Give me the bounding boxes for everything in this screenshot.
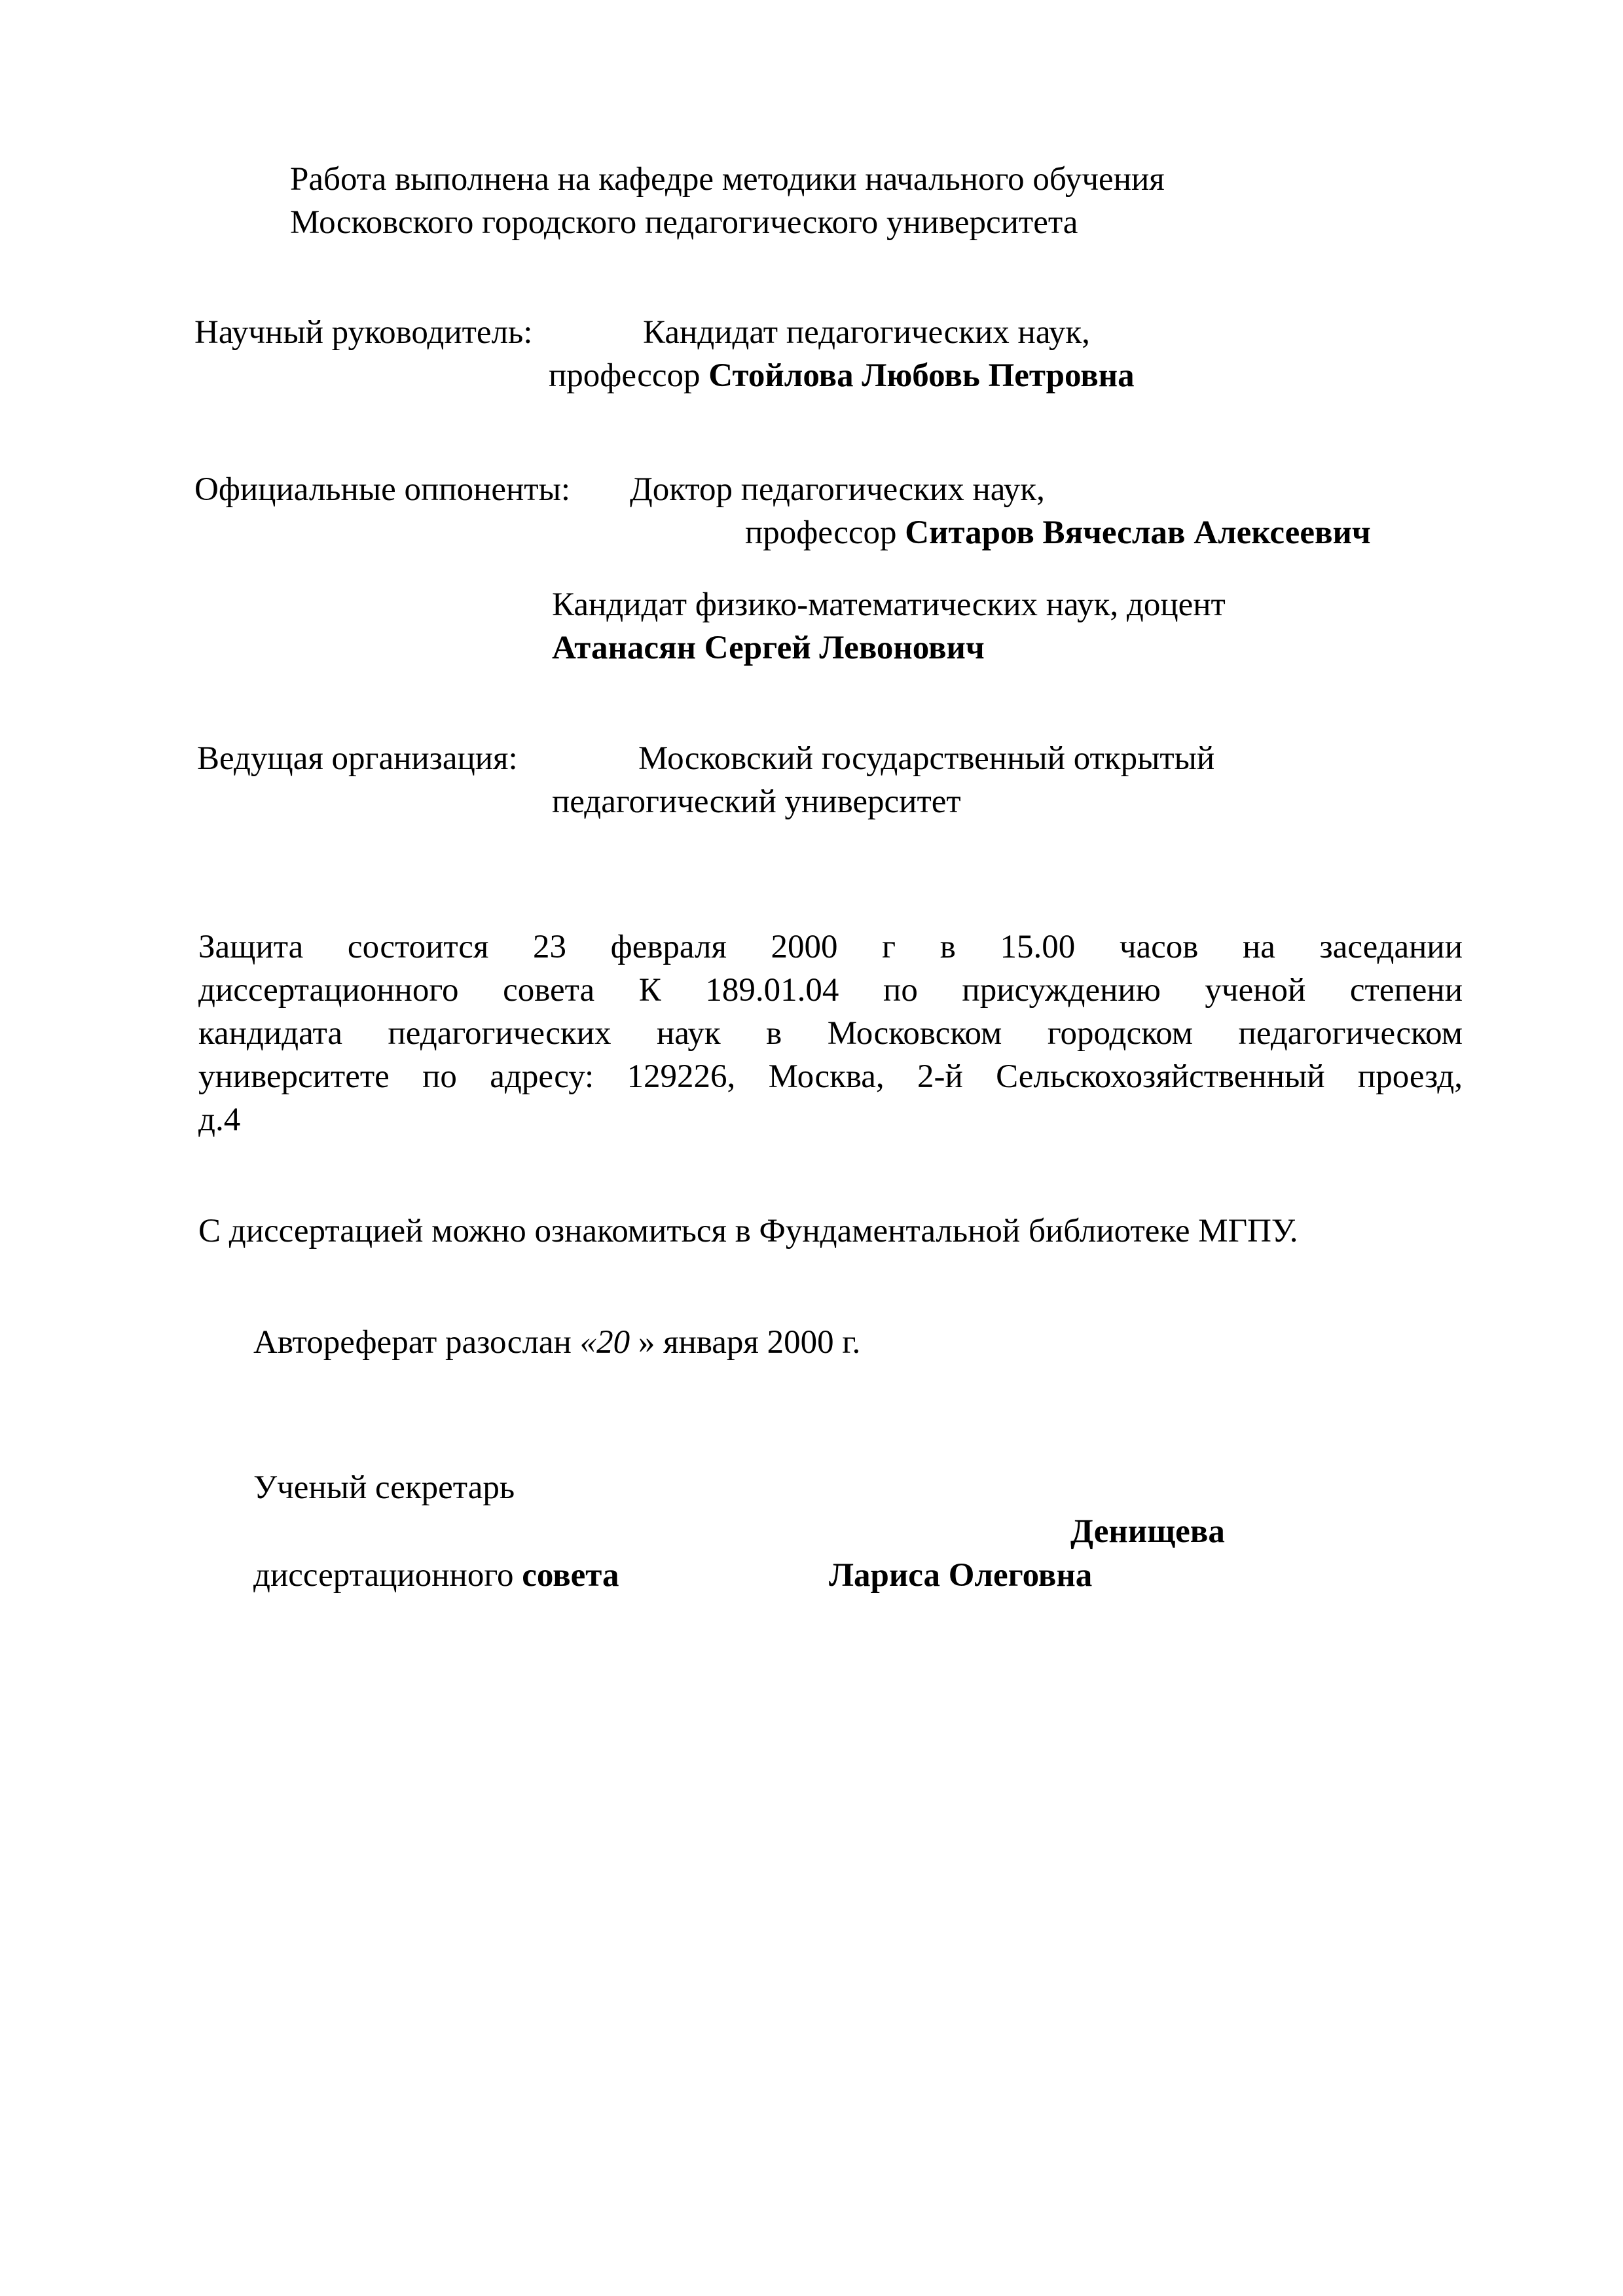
defense-line-5: д.4 (198, 1102, 241, 1138)
opponent-1-title: профессор (745, 514, 897, 551)
header-line-1: Работа выполнена на кафедре методики начального обучения (290, 161, 1165, 198)
supervisor-title: профессор (549, 357, 701, 394)
secretary-surname: Денищева (1070, 1513, 1225, 1550)
opponent-1-name: Ситаров Вячеслав Алексеевич (905, 514, 1371, 551)
secretary-surname-line (1070, 1509, 1225, 1554)
mailing-line (253, 1320, 860, 1365)
defense-line-2: диссертационного совета К 189.01.04 по присуждению ученой степени (198, 972, 1463, 1009)
opponent-2-degree: Кандидат физико-математических наук, доцент (552, 586, 1226, 623)
header-line-2: Московского городского педагогического университета (290, 204, 1078, 241)
mailing-suffix: » января 2000 г. (630, 1324, 861, 1361)
secretary-line-2-prefix: диссертационного (253, 1557, 514, 1594)
organization-label: Ведущая организация: (197, 740, 518, 777)
supervisor-degree: Кандидат педагогических наук, (643, 314, 1090, 351)
opponents-label: Официальные оппоненты: (194, 471, 571, 508)
supervisor-title-line (549, 353, 1135, 398)
opponent-2-name: Атанасян Сергей Левонович (552, 630, 985, 666)
opponent-1-degree: Доктор педагогических наук, (630, 471, 1045, 508)
library-note: С диссертацией можно ознакомиться в Фундаментальной библиотеке МГПУ. (198, 1213, 1298, 1249)
organization-line-2: педагогический университет (552, 783, 961, 820)
mailing-prefix: Автореферат разослан (253, 1324, 572, 1361)
supervisor-name: Стойлова Любовь Петровна (708, 357, 1135, 394)
defense-line-4: университете по адресу: 129226, Москва, 2-й Сельскохозяйственный проезд, (198, 1058, 1463, 1095)
defense-line-3: кандидата педагогических наук в Московском городском педагогическом (198, 1015, 1463, 1052)
secretary-line-1: Ученый секретарь (253, 1469, 515, 1506)
defense-line-1: Защита состоится 23 февраля 2000 г в 15.00 часов на заседании (198, 929, 1463, 965)
supervisor-label: Научный руководитель: (194, 314, 533, 351)
opponent-2-name-line (552, 626, 985, 670)
organization-line-1: Московский государственный открытый (638, 740, 1215, 777)
secretary-line-2-bold: совета (522, 1557, 619, 1594)
secretary-line-2 (253, 1553, 619, 1598)
secretary-given-names: Лариса Олеговна (829, 1557, 1093, 1594)
secretary-given-names-line (829, 1553, 1092, 1598)
opponent-1-title-line (745, 511, 1371, 555)
mailing-day: «20 (579, 1324, 630, 1361)
